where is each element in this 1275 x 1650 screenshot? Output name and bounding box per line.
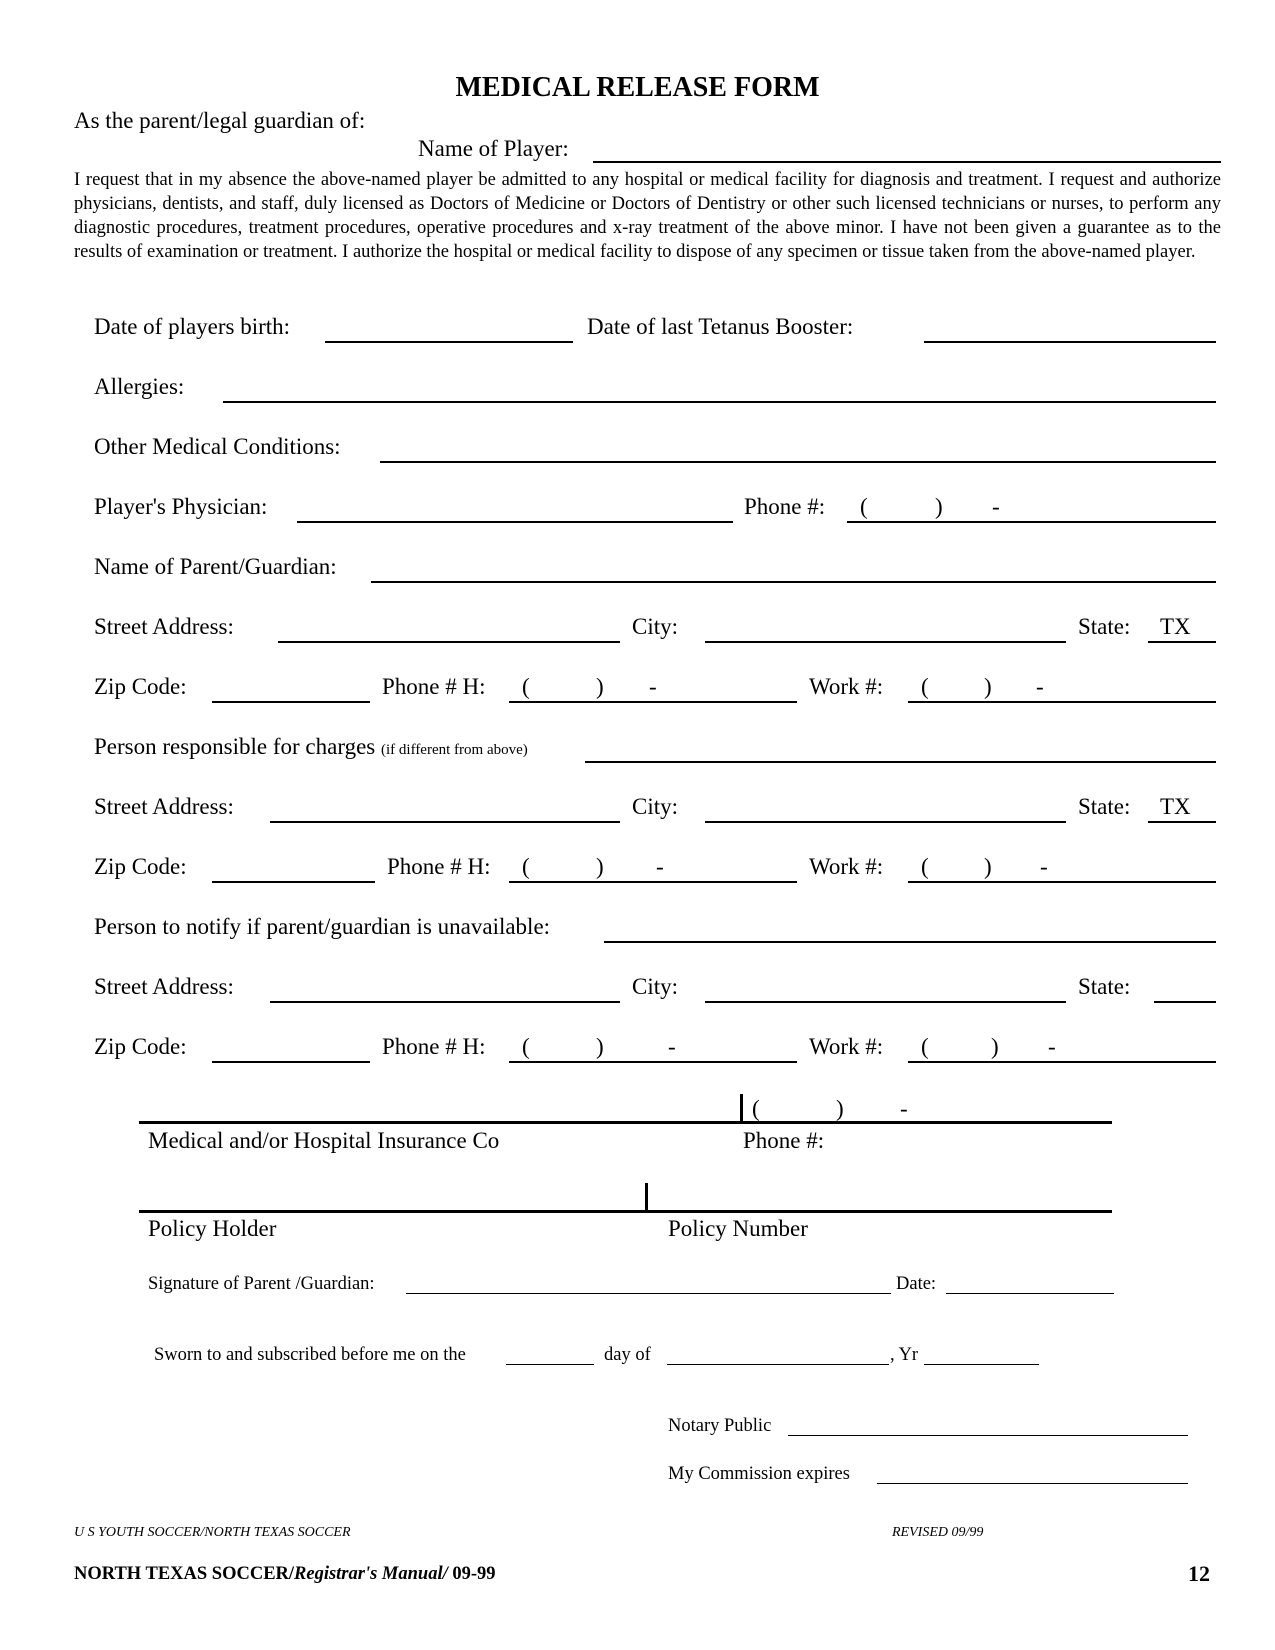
street-label: Street Address: [94,974,234,999]
city-field[interactable] [705,1001,1066,1003]
allergies-field[interactable] [223,401,1216,403]
policy-holder-label: Policy Holder [148,1216,277,1241]
state-value: TX [1160,794,1191,819]
insurance-phone-label: Phone #: [743,1128,825,1153]
dob-label: Date of players birth: [94,314,291,339]
zip-label: Zip Code: [94,1034,187,1059]
guardian-of-label: As the parent/legal guardian of: [74,108,366,133]
insurance-divider [740,1094,743,1123]
phone-open-paren: ( [752,1096,760,1121]
phone-open-paren: ( [522,674,530,699]
zip-field[interactable] [212,1061,370,1063]
phone-dash: - [649,674,657,699]
home-phone-label: Phone # H: [382,674,486,699]
footer-manual [74,1564,496,1585]
player-name-field[interactable] [593,161,1221,163]
phone-close-paren: ) [596,1034,604,1059]
phone-close-paren: ) [984,674,992,699]
signature-field[interactable] [406,1293,891,1294]
phone-close-paren: ) [596,674,604,699]
policy-field[interactable] [139,1210,1112,1213]
state-label: State: [1078,974,1131,999]
physician-phone-field[interactable] [847,521,1216,523]
work-phone-label: Work #: [809,854,884,879]
footer-manual-date: 09-99 [447,1564,496,1584]
state-field[interactable] [1148,641,1216,643]
footer-manual-bold: NORTH TEXAS SOCCER/ [74,1564,295,1584]
work-phone-label: Work #: [809,1034,884,1059]
date-field[interactable] [946,1293,1114,1294]
city-label: City: [632,974,679,999]
home-phone-label: Phone # H: [387,854,491,879]
phone-dash: - [1040,854,1048,879]
home-phone-label: Phone # H: [382,1034,486,1059]
state-label: State: [1078,614,1131,639]
phone-open-paren: ( [921,854,929,879]
form-title: MEDICAL RELEASE FORM [455,72,820,103]
zip-field[interactable] [212,881,375,883]
player-name-label: Name of Player: [418,136,569,161]
footer-org: U S YOUTH SOCCER/NORTH TEXAS SOCCER [74,1525,351,1540]
phone-dash: - [1036,674,1044,699]
state-label: State: [1078,794,1131,819]
work-phone-field[interactable] [908,1061,1216,1063]
city-field[interactable] [705,821,1066,823]
phone-open-paren: ( [522,854,530,879]
insurance-company-field[interactable] [139,1121,1112,1124]
physician-label: Player's Physician: [94,494,268,519]
policy-number-label: Policy Number [668,1216,808,1241]
notify-label: Person to notify if parent/guardian is unavailable: [94,914,551,939]
city-field[interactable] [705,641,1066,643]
sworn-month-field[interactable] [667,1364,889,1365]
zip-label: Zip Code: [94,674,187,699]
state-field[interactable] [1154,1001,1216,1003]
day-of-label: day of [604,1345,651,1365]
street-label: Street Address: [94,794,234,819]
allergies-label: Allergies: [94,374,185,399]
sworn-label: Sworn to and subscribed before me on the [154,1345,466,1365]
city-label: City: [632,794,679,819]
notary-field[interactable] [788,1435,1188,1436]
tetanus-field[interactable] [924,341,1216,343]
home-phone-field[interactable] [509,881,797,883]
footer-manual-italic: Registrar's Manual/ [294,1564,448,1584]
home-phone-field[interactable] [509,701,797,703]
other-conditions-field[interactable] [380,461,1216,463]
commission-label: My Commission expires [668,1464,850,1484]
yr-label: , Yr [890,1345,919,1365]
zip-field[interactable] [212,701,370,703]
policy-divider [645,1183,648,1213]
street-field[interactable] [270,1001,620,1003]
responsible-note: (if different from above) [381,742,528,758]
phone-dash: - [1048,1034,1056,1059]
physician-field[interactable] [297,521,733,523]
sworn-day-field[interactable] [506,1364,594,1365]
responsible-text: Person responsible for charges [94,734,376,759]
phone-dash: - [668,1034,676,1059]
tetanus-label: Date of last Tetanus Booster: [587,314,854,339]
zip-label: Zip Code: [94,854,187,879]
phone-close-paren: ) [935,494,943,519]
phone-close-paren: ) [836,1096,844,1121]
work-phone-label: Work #: [809,674,884,699]
consent-paragraph: I request that in my absence the above-named player be admitted to any hospital or medical facility for diagnosis and treatment. I request and authorize physicians, dentists, and staff, duly licensed as Doctors of Medicine or Doctors of Dentistry or other such licensed technicians or nurses, to perform any diagnostic procedures, treatment procedures, operative procedures and x-ray treatment of the above minor. I have not been given a guarantee as to the results of examination or treatment. I authorize the hospital or medical facility to dispose of any specimen or tissue taken from the above-named player. [74,170,1221,262]
dob-field[interactable] [325,341,573,343]
phone-dash: - [992,494,1000,519]
page-number: 12 [1188,1561,1210,1586]
date-label: Date: [896,1274,937,1294]
insurance-company-label: Medical and/or Hospital Insurance Co [148,1128,500,1153]
phone-close-paren: ) [991,1034,999,1059]
street-label: Street Address: [94,614,234,639]
notary-label: Notary Public [668,1416,772,1436]
phone-open-paren: ( [921,674,929,699]
parent-name-label: Name of Parent/Guardian: [94,554,337,579]
sworn-year-field[interactable] [924,1364,1039,1365]
street-field[interactable] [270,821,620,823]
home-phone-field[interactable] [509,1061,797,1063]
commission-field[interactable] [877,1483,1188,1484]
signature-label: Signature of Parent /Guardian: [148,1274,375,1294]
phone-close-paren: ) [984,854,992,879]
responsible-label [94,734,528,760]
phone-dash: - [900,1096,908,1121]
parent-name-field[interactable] [371,581,1216,583]
phone-dash: - [656,854,664,879]
phone-close-paren: ) [596,854,604,879]
state-field[interactable] [1148,821,1216,823]
phone-open-paren: ( [522,1034,530,1059]
physician-phone-label: Phone #: [744,494,826,519]
work-phone-field[interactable] [908,701,1216,703]
other-conditions-label: Other Medical Conditions: [94,434,341,459]
phone-open-paren: ( [860,494,868,519]
street-field[interactable] [278,641,620,643]
state-value: TX [1160,614,1191,639]
footer-revised: REVISED 09/99 [892,1525,984,1540]
phone-open-paren: ( [921,1034,929,1059]
city-label: City: [632,614,679,639]
notify-field[interactable] [604,941,1216,943]
work-phone-field[interactable] [908,881,1216,883]
responsible-field[interactable] [585,761,1216,763]
